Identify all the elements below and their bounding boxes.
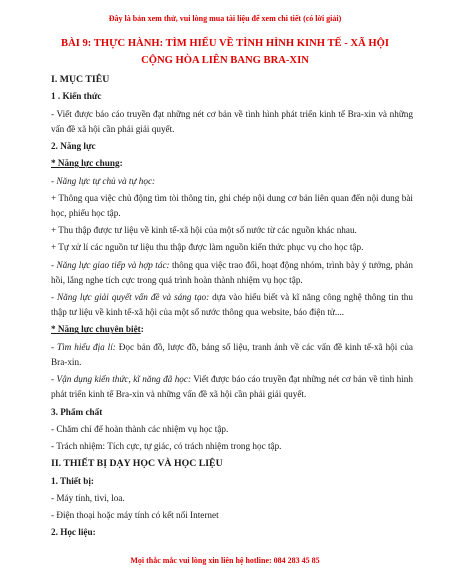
paragraph: - Điện thoại hoặc máy tính có kết nối Internet [51,510,219,521]
hotline-banner: Mọi thắc mắc vui lòng xin liên hệ hotline: 084 283 45 85 [130,556,320,565]
self-study-label: - Năng lực tự chủ và tự học: [51,175,156,186]
paragraph: - Chăm chỉ để hoàn thành các nhiệm vụ học tập. [51,423,229,434]
preview-banner: Đây là bản xem thử, vui lòng mua tài liệu để xem chi tiết (có lời giải) [108,14,342,23]
subheading-devices: 1. Thiết bị: [51,475,94,486]
paragraph: - Năng lực giao tiếp và hợp tác: thông qua việc trao đổi, hoạt động nhóm, trình bày ý tưởng, phản hồi, lắng nghe tích cực trong quá trình hoàn thành nhiệm vụ học tập. [51,259,413,285]
paragraph: - Vận dụng kiến thức, kĩ năng đã học: Viết được báo cáo truyền đạt những nét cơ bản về tình hình phát triển kinh tế Bra-xin và những vấn đề xã hội cần phải giải quyết. [51,374,413,400]
paragraph: * Năng lực chung: [51,158,123,169]
title-line-1: BÀI 9: THỰC HÀNH: TÌM HIỂU VỀ TÌNH HÌNH KINH TẾ - XÃ HỘI [61,38,389,49]
section-heading-equipment: II. THIẾT BỊ DẠY HỌC VÀ HỌC LIỆU [51,458,223,470]
apply-knowledge-label: - Vận dụng kiến thức, kĩ năng đã học: [51,374,192,385]
paragraph: - Năng lực giải quyết vấn đề và sáng tạo: dựa vào hiểu biết và kĩ năng công nghệ thông tin thu thập tư liệu về kinh tế-xã hội của một số nước thông qua website, báo điện tử.... [51,292,413,318]
paragraph: * Năng lực chuyên biệt: [51,324,144,335]
title-line-2: CỘNG HÒA LIÊN BANG BRA-XIN [141,55,309,66]
paragraph: + Thu thập được tư liệu về kinh tế-xã hội của một số nước từ các nguồn khác nhau. [51,225,357,236]
specific-competence-label: * Năng lực chuyên biệt [51,324,141,335]
subheading-competence: 2. Năng lực [51,140,96,151]
paragraph: + Tự xử lí các nguồn tư liệu thu thập được làm nguồn kiến thức phục vụ cho học tập. [51,242,364,253]
problem-solving-label: - Năng lực giải quyết vấn đề và sáng tạo: [51,292,210,303]
subheading-materials: 2. Học liệu: [51,527,96,538]
document-body [51,72,413,543]
section-heading-objectives: I. MỤC TIÊU [51,74,110,85]
paragraph: - Máy tính, tivi, loa. [51,492,125,503]
subheading-qualities: 3. Phẩm chất [51,406,103,417]
subheading-knowledge: 1 . Kiến thức [51,91,102,102]
paragraph: + Thông qua việc chủ động tìm tòi thông tin, ghi chép nội dung cơ bản liên quan đến nội dung bài học, phiếu học tập. [51,192,413,218]
communication-label: - Năng lực giao tiếp và hợp tác: [51,259,170,270]
geography-label: - Tìm hiểu địa lí: [51,341,116,352]
paragraph: - Tìm hiểu địa lí: Đọc bản đồ, lược đồ, bảng số liệu, tranh ảnh về các vấn đề kinh tế-xã hội của Bra-xin. [51,341,413,367]
lesson-title [40,35,410,69]
paragraph: - Trách nhiệm: Tích cực, tự giác, có trách nhiệm trong học tập. [51,441,282,452]
general-competence-label: * Năng lực chung [51,158,120,169]
paragraph: - Viết được báo cáo truyền đạt những nét cơ bản về tình hình phát triển kinh tế Bra-xin và những vấn đề xã hội cần phải giải quyết. [51,108,413,134]
